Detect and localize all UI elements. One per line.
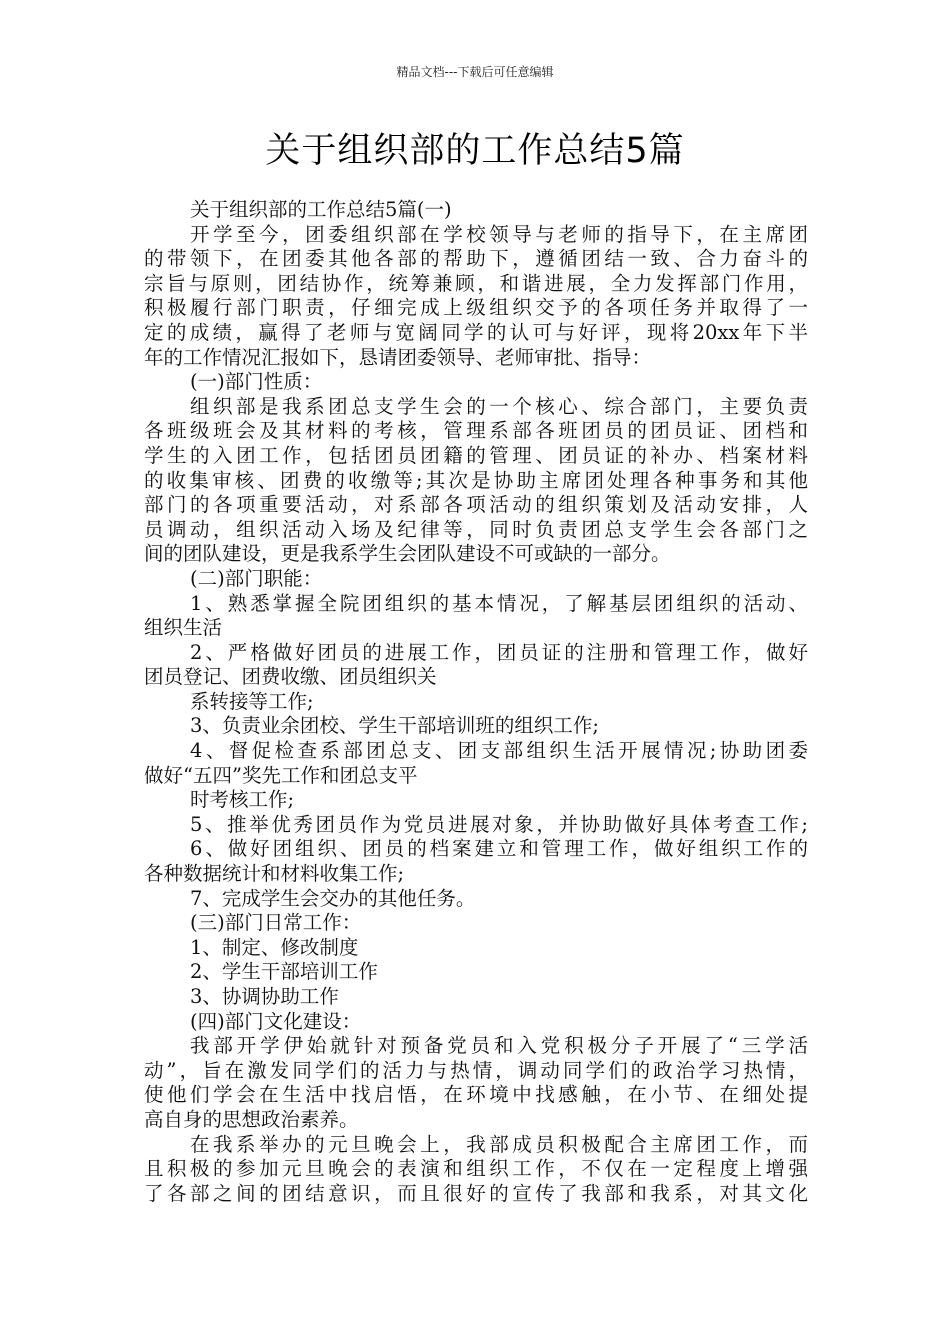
text-line: (四)部门文化建设： — [190, 1009, 362, 1033]
text-line: 1、制定、修改制度 — [190, 935, 359, 959]
text-line: 的收集审核、团费的收缴等;其次是协助主席团处理各种事务和其他 — [144, 468, 808, 492]
text-line: 部门的各项重要活动，对系部各项活动的组织策划及活动安排，人 — [144, 493, 808, 517]
text-line: 关于组织部的工作总结5篇(一) — [190, 198, 452, 221]
text-line: 在我系举办的元旦晚会上，我部成员积极配合主席团工作，而 — [190, 1132, 808, 1156]
text-line: 5、推举优秀团员作为党员进展对象，并协助做好具体考查工作; — [190, 812, 808, 836]
text-line: 4、督促检查系部团总支、团支部组织生活开展情况;协助团委 — [190, 739, 808, 763]
text-line: 各班级班会及其材料的考核，管理系部各班团员的团员证、团档和 — [144, 419, 808, 443]
text-line: 组织生活 — [144, 616, 223, 640]
text-line: 团员登记、团费收缴、团员组织关 — [144, 665, 437, 689]
text-line: 2、学生干部培训工作 — [190, 960, 378, 984]
text-line: 了各部之间的团结意识，而且很好的宣传了我部和我系，对其文化 — [144, 1181, 808, 1205]
text-line: (一)部门性质： — [190, 370, 323, 394]
text-line: 间的团队建设，更是我系学生会团队建设不可或缺的一部分。 — [144, 542, 671, 566]
text-line: 3、负责业余团校、学生干部培训班的组织工作; — [190, 714, 599, 738]
text-line: 7、完成学生会交办的其他任务。 — [190, 886, 476, 910]
text-line: 定的成绩，赢得了老师与宽阔同学的认可与好评，现将20xx年下半 — [144, 320, 808, 344]
text-line: 的带领下，在团委其他各部的帮助下，遵循团结一致、合力奋斗的 — [144, 247, 808, 271]
document-title: 关于组织部的工作总结5篇 — [265, 131, 685, 171]
text-line: 时考核工作; — [190, 788, 295, 812]
text-line: 高自身的思想政治素养。 — [144, 1107, 359, 1131]
text-line: 3、协调协助工作 — [190, 985, 339, 1008]
text-line: 系转接等工作; — [190, 689, 314, 713]
text-line: 年的工作情况汇报如下，恳请团委领导、老师审批、指导： — [144, 345, 652, 369]
text-line: 学生的入团工作，包括团员团籍的管理、团员证的补办、档案材料 — [144, 443, 808, 467]
text-line: (三)部门日常工作： — [190, 911, 362, 935]
text-line: 积极履行部门职责，仔细完成上级组织交予的各项任务并取得了一 — [144, 296, 808, 320]
text-line: 2、严格做好团员的进展工作，团员证的注册和管理工作，做好 — [190, 640, 808, 664]
document-body — [144, 198, 808, 1206]
text-line: 且积极的参加元旦晚会的表演和组织工作，不仅在一定程度上增强 — [144, 1157, 808, 1181]
text-line: 1、熟悉掌握全院团组织的基本情况，了解基层团组织的活动、 — [190, 591, 808, 615]
text-line: 员调动，组织活动入场及纪律等，同时负责团总支学生会各部门之 — [144, 517, 808, 541]
text-line: (二)部门职能： — [190, 566, 323, 590]
text-line: 宗旨与原则，团结协作，统筹兼顾，和谐进展，全力发挥部门作用， — [144, 271, 808, 295]
text-line: 组织部是我系团总支学生会的一个核心、综合部门，主要负责 — [190, 394, 808, 418]
text-line: 做好“五四”奖先工作和团总支平 — [144, 763, 418, 787]
text-line: 开学至今，团委组织部在学校领导与老师的指导下，在主席团 — [190, 222, 808, 246]
text-line: 动”，旨在激发同学们的活力与热情，调动同学们的政治学习热情， — [144, 1058, 808, 1082]
text-line: 使他们学会在生活中找启悟，在环境中找感触，在小节、在细处提 — [144, 1083, 808, 1107]
header-note: 精品文档---下载后可任意编辑 — [396, 65, 554, 79]
text-line: 各种数据统计和材料收集工作; — [144, 862, 405, 886]
text-line: 6、做好团组织、团员的档案建立和管理工作，做好组织工作的 — [190, 837, 808, 861]
text-line: 我部开学伊始就针对预备党员和入党积极分子开展了“三学活 — [190, 1034, 808, 1058]
